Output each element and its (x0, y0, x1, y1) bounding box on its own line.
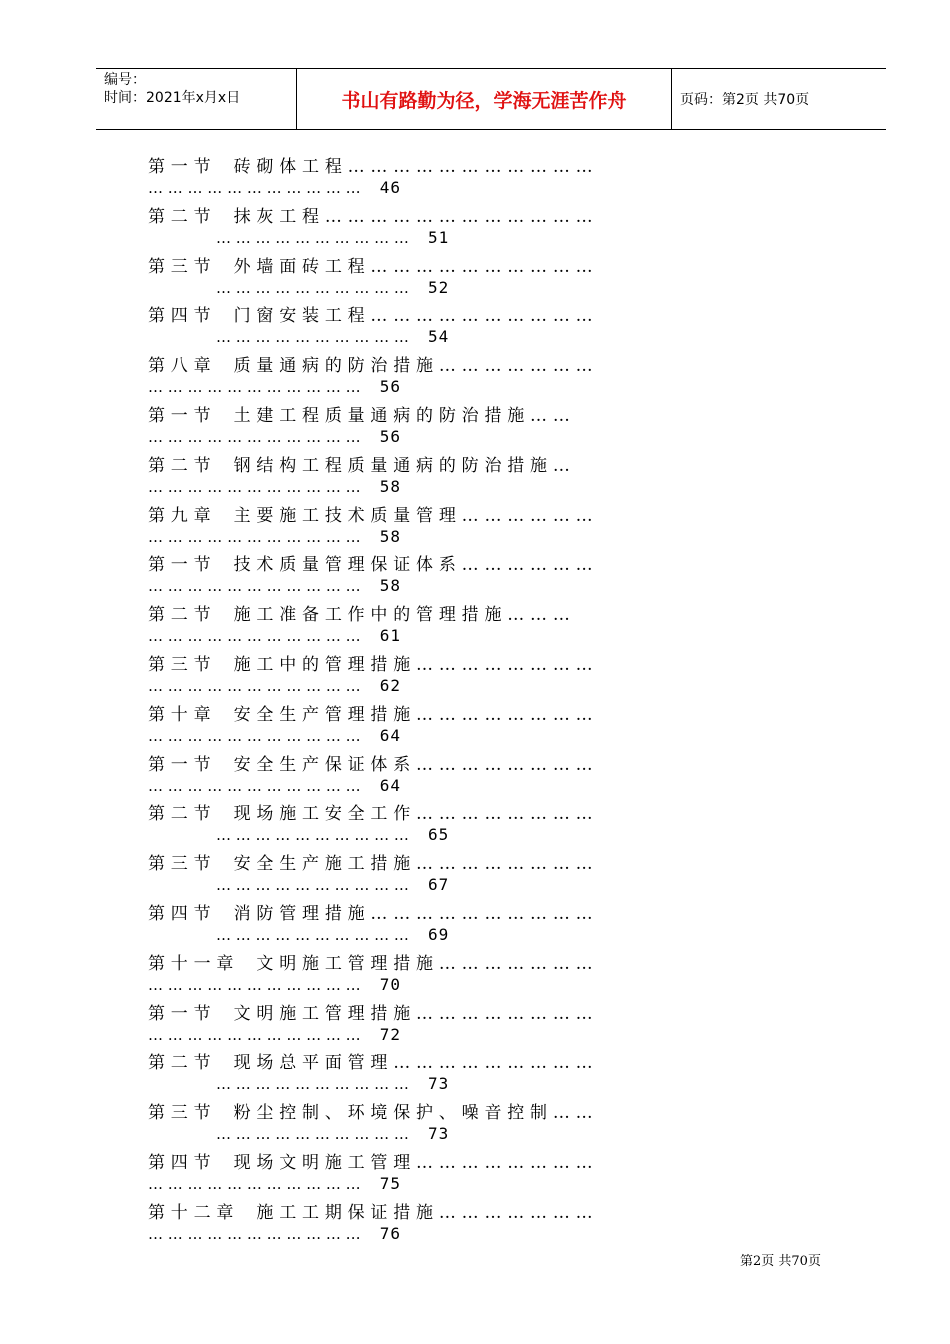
toc-entry-continuation (148, 1174, 401, 1193)
toc-entry-title: 第 八 章 质 量 通 病 的 防 治 措 施 … … … … … … … (148, 356, 593, 377)
toc-entry-title: 第 一 节 土 建 工 程 质 量 通 病 的 防 治 措 施 … … (148, 406, 571, 426)
toc-page-number: 64 (379, 725, 402, 745)
toc-entry-continuation (216, 875, 449, 894)
toc-entry-continuation (148, 676, 401, 695)
toc-entry-continuation (148, 178, 401, 197)
toc-entry-title: 第 三 节 粉 尘 控 制 、 环 境 保 护 、 噪 音 控 制 … … (148, 1103, 593, 1124)
toc-page-number: 73 (428, 1074, 450, 1094)
toc-leader-dots: … … … … … … … … … … … (148, 179, 361, 197)
toc-page-number: 61 (379, 626, 402, 646)
toc-leader-dots: … … … … … … … … … … … (148, 726, 361, 745)
toc-page-number: 76 (379, 1223, 402, 1243)
toc-entry-title: 第 二 节 抹 灰 工 程 … … … … … … … … … … … … (148, 206, 593, 227)
slogan: 书山有路勤为径，学海无涯苦作舟 (341, 90, 627, 112)
toc-page-number: 70 (379, 974, 402, 994)
toc-leader-dots: … … … … … … … … … … … (148, 428, 361, 446)
toc-entry-title: 第 二 节 钢 结 构 工 程 质 量 通 病 的 防 治 措 施 … (148, 455, 571, 476)
toc-leader-dots: … … … … … … … … … … … (148, 776, 361, 795)
toc-entry-title: 第 四 节 消 防 管 理 措 施 … … … … … … … … … … (148, 904, 593, 924)
toc-leader-dots: … … … … … … … … … … … (148, 527, 361, 546)
toc-leader-dots: … … … … … … … … … … … (148, 975, 361, 994)
toc-entry-title: 第 一 节 砖 砌 体 工 程 … … … … … … … … … … … (148, 157, 593, 177)
toc-entry-title: 第 三 节 施 工 中 的 管 理 措 施 … … … … … … … … (148, 655, 593, 675)
toc-entry-title: 第 十 二 章 施 工 工 期 保 证 措 施 … … … … … … … (148, 1202, 593, 1223)
header-page-info: 页码：第2页 共70页 (680, 92, 810, 108)
toc-entry-title: 第 十 章 安 全 生 产 管 理 措 施 … … … … … … … … (148, 704, 593, 725)
toc-entry-continuation (216, 925, 449, 944)
toc-page-number: 69 (428, 925, 450, 944)
toc-entry-title: 第 一 节 技 术 质 量 管 理 保 证 体 系 … … … … … … (148, 555, 593, 576)
toc-entry-continuation (148, 477, 401, 496)
toc-page-number: 58 (379, 476, 402, 496)
toc-page-number: 73 (428, 1124, 450, 1144)
toc-entry-title: 第 二 节 现 场 施 工 安 全 工 作 … … … … … … … … (148, 804, 593, 825)
toc-leader-dots: … … … … … … … … … … … (148, 1224, 361, 1243)
toc-entry-continuation (216, 1074, 449, 1093)
toc-entry-title: 第 二 节 现 场 总 平 面 管 理 … … … … … … … … … (148, 1053, 593, 1074)
toc-entry-continuation (148, 427, 401, 446)
toc-leader-dots: … … … … … … … … … … … (148, 677, 361, 695)
toc-leader-dots: … … … … … … … … … … (216, 278, 409, 297)
toc-page-number: 52 (428, 277, 450, 297)
toc-entry-continuation (148, 726, 401, 745)
toc-page-number: 58 (379, 576, 402, 596)
toc-entry-continuation (216, 327, 449, 346)
toc-entry-title: 第 四 节 现 场 文 明 施 工 管 理 … … … … … … … … (148, 1153, 593, 1173)
toc-entry-continuation (148, 1224, 401, 1243)
toc-leader-dots: … … … … … … … … … … (216, 1075, 409, 1094)
toc-entry-continuation (148, 626, 401, 645)
toc-page-number: 72 (379, 1024, 402, 1044)
toc-leader-dots: … … … … … … … … … … (216, 876, 409, 895)
toc-leader-dots: … … … … … … … … … … (216, 926, 409, 944)
toc-entry-title: 第 一 节 安 全 生 产 保 证 体 系 … … … … … … … … (148, 754, 593, 775)
toc-page-number: 64 (379, 775, 402, 795)
toc-page-number: 62 (379, 676, 402, 695)
toc-entry-continuation (148, 776, 401, 795)
toc-page-number: 54 (428, 327, 450, 347)
toc-entry-title: 第 一 节 文 明 施 工 管 理 措 施 … … … … … … … … (148, 1003, 593, 1024)
toc-leader-dots: … … … … … … … … … … (216, 826, 409, 845)
toc-leader-dots: … … … … … … … … … … … (148, 1025, 361, 1044)
toc-page-number: 56 (379, 377, 402, 397)
toc-entry-title: 第 二 节 施 工 准 备 工 作 中 的 管 理 措 施 … … … (148, 605, 571, 626)
toc-entry-title: 第 三 节 安 全 生 产 施 工 措 施 … … … … … … … … (148, 854, 593, 875)
toc-leader-dots: … … … … … … … … … … … (148, 477, 361, 496)
toc-page-number: 58 (379, 526, 402, 546)
toc-leader-dots: … … … … … … … … … … (216, 1125, 409, 1144)
toc-leader-dots: … … … … … … … … … … … (148, 627, 361, 646)
toc-entry-continuation (148, 527, 401, 546)
toc-leader-dots: … … … … … … … … … … … (148, 577, 361, 596)
toc-entry-continuation (148, 975, 401, 994)
toc-entry-continuation (216, 825, 449, 844)
toc-page-number: 67 (428, 875, 450, 895)
footer-page-number: 第2页 共70页 (740, 1254, 821, 1269)
toc-leader-dots: … … … … … … … … … … (216, 228, 409, 247)
toc-leader-dots: … … … … … … … … … … … (148, 1175, 361, 1193)
toc-page-number: 46 (379, 178, 402, 197)
toc-entry-continuation (216, 1124, 449, 1143)
time-label: 时间：2021年x月x日 (104, 90, 241, 106)
toc-entry-continuation (216, 228, 449, 247)
toc-entry-title: 第 九 章 主 要 施 工 技 术 质 量 管 理 … … … … … … (148, 505, 593, 526)
toc-entry-continuation (148, 377, 401, 396)
toc-leader-dots: … … … … … … … … … … … (148, 378, 361, 397)
toc-entry-title: 第 四 节 门 窗 安 装 工 程 … … … … … … … … … … (148, 306, 593, 327)
toc-entry-continuation (216, 278, 449, 297)
toc-entry-title: 第 三 节 外 墙 面 砖 工 程 … … … … … … … … … … (148, 256, 593, 277)
number-label: 编号： (104, 72, 146, 88)
toc-entry-continuation (148, 576, 401, 595)
toc-page-number: 51 (428, 227, 450, 247)
toc-leader-dots: … … … … … … … … … … (216, 328, 409, 347)
toc-page-number: 75 (379, 1174, 402, 1193)
toc-entry-continuation (148, 1025, 401, 1044)
toc-entry-title: 第 十 一 章 文 明 施 工 管 理 措 施 … … … … … … … (148, 953, 593, 974)
toc-page-number: 65 (428, 825, 450, 845)
toc-page-number: 56 (379, 427, 402, 446)
